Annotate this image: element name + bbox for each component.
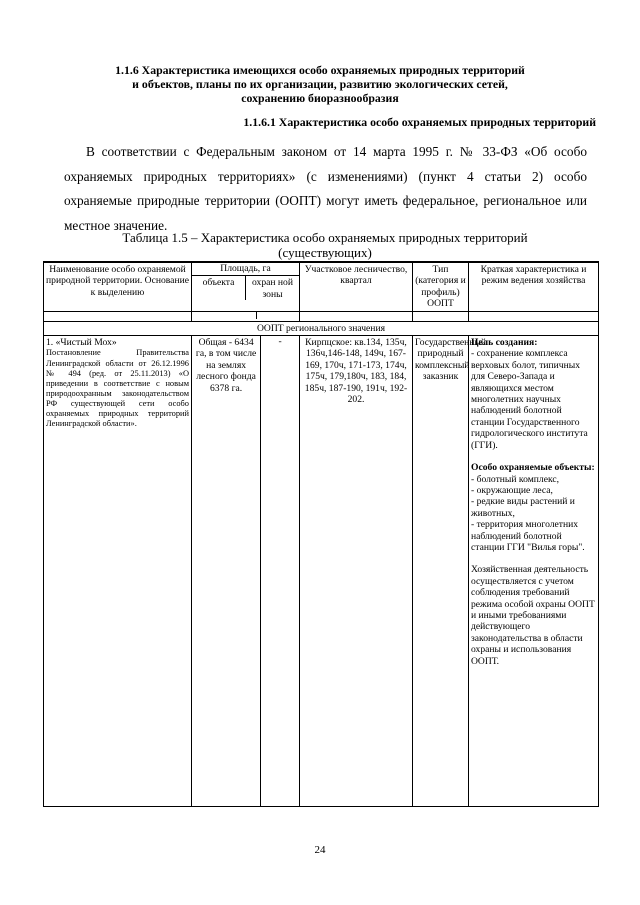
header-area-zone: охран ной зоны <box>251 277 293 300</box>
subsection-heading: 1.1.6.1 Характеристика особо охраняемых природных территорий <box>243 115 596 129</box>
intro-paragraph <box>64 140 587 238</box>
header-description: Краткая характеристика и режим ведения хозяйства <box>469 262 599 311</box>
group-label: ООПТ регионального значения <box>44 321 599 335</box>
table-row <box>44 336 599 807</box>
oopt-table <box>43 261 599 807</box>
page-number: 24 <box>314 844 326 856</box>
objects-label: Особо охраняемые объекты: <box>471 462 595 474</box>
section-heading-line: и объектов, планы по их организации, развитию экологических сетей, <box>132 77 508 91</box>
objects-item: - окружающие леса, <box>471 484 553 496</box>
area-object-value: Общая - 6434 га, в том числе на землях лесного фонда 6378 га. <box>192 336 261 806</box>
cell-type: Государственный природный комплексный заказник <box>413 336 469 807</box>
goal-label: Цель создания: <box>471 337 538 349</box>
oopt-basis: Постановление Правительства Ленинградской области от 26.12.1996 № 494 (ред. от 25.11.2013) «О приведении в соответствие с новым природоохранным законодательством РФ существующей сети особо охраняемых природных территорий Ленинградской области». <box>46 348 189 429</box>
objects-item: - территория многолетних наблюдений болотной станции ГГИ "Вилья горы". <box>471 519 585 553</box>
header-forestry: Участковое лесничество, квартал <box>300 262 413 311</box>
table-caption <box>112 231 538 260</box>
economy-text: Хозяйственная деятельность осуществляется с учетом соблюдения требований режима особой охраны ООПТ и иными требованиями действующего законодательства в области охраны и использования ООПТ. <box>471 564 595 667</box>
section-heading <box>60 63 580 105</box>
area-zone-value: - <box>278 336 282 348</box>
header-name: Наименование особо охраняемой природной территории. Основание к выделению <box>44 262 192 311</box>
header-type: Тип (категория и профиль) ООПТ <box>413 262 469 311</box>
table-spacer-row <box>44 311 599 321</box>
table-group-row <box>44 321 599 335</box>
intro-paragraph-text: В соответствии с Федеральным законом от 14 марта 1995 г. № 33-ФЗ «Об особо охраняемых природных территориях» (с изменениями) (пункт 4 статьи 2) особо охраняемые природные территории (ООПТ) могут иметь федеральное, региональное или местное значение. <box>64 144 587 233</box>
header-area-object: объекта <box>192 276 246 300</box>
goal-text: - сохранение комплекса верховых болот, типичных для Северо-Запада и являющихся местом многолетних научных наблюдений болотной станции Государственного гидрологического института (ГГИ). <box>471 348 588 451</box>
oopt-name: 1. «Чистый Мох» <box>46 337 117 349</box>
section-heading-line: сохранению биоразнообразия <box>241 91 399 105</box>
cell-forestry: Кирпцское: кв.134, 135ч, 136ч,146-148, 149ч, 167-169, 170ч, 171-173, 174ч, 175ч, 179,180ч, 183, 184, 185ч, 187-190, 191ч, 192-202. <box>300 336 413 807</box>
header-area-title: Площадь, га <box>192 263 299 276</box>
header-area <box>192 262 300 311</box>
table-caption-line: Таблица 1.5 – Характеристика особо охраняемых природных территорий <box>122 230 528 245</box>
objects-item: - редкие виды растений и животных, <box>471 496 575 519</box>
cell-area <box>192 336 300 807</box>
table-header-row <box>44 262 599 311</box>
cell-name <box>44 336 192 807</box>
cell-description <box>469 336 599 807</box>
table-caption-line: (существующих) <box>278 244 372 260</box>
section-heading-line: 1.1.6 Характеристика имеющихся особо охраняемых природных территорий <box>115 63 525 77</box>
objects-item: - болотный комплекс, <box>471 473 560 485</box>
